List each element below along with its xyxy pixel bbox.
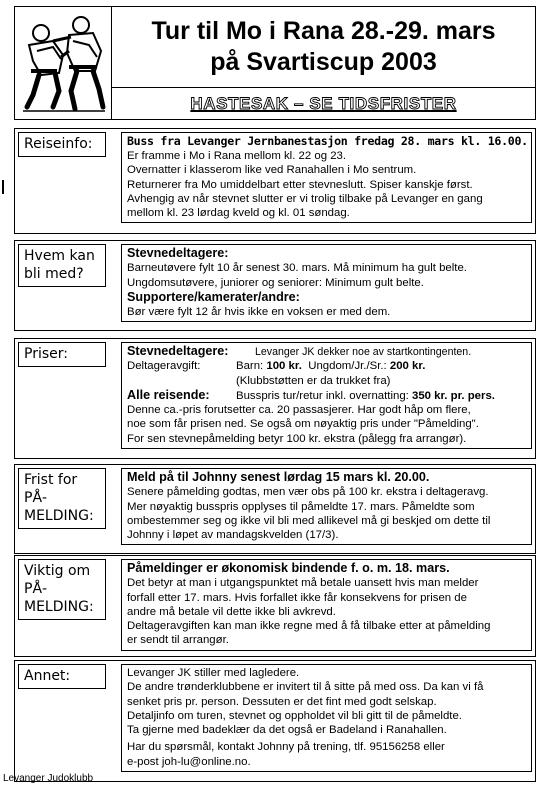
section-heading: Påmeldinger er økonomisk bindende f. o. m. 18. mars.	[127, 561, 450, 575]
footer-club-name: Levanger Judoklubb	[3, 773, 94, 784]
text-line: noe som får prisen ned. Se også om nøyaktig pris under "Påmelding".	[127, 418, 479, 431]
text-line: Ungdomsutøvere, juniorer og seniorer: Minimum gult belte.	[127, 276, 424, 289]
text-line: senket pris pr. person. Dessuten er det fint med godt selskap.	[127, 695, 437, 708]
text-line: ombestemmer seg og ikke vil bli med allikevel må gi beskjed om dette til	[127, 514, 491, 527]
page-title-line2: på Svartiscup 2003	[210, 48, 437, 76]
section-priser	[14, 338, 536, 459]
text-line: For sen stevnepåmelding betyr 100 kr. ekstra (pålegg fra arrangør).	[127, 432, 467, 445]
text-line: Detaljinfo om turen, stevnet og oppholdet vil bli gitt til de påmeldte.	[127, 709, 462, 722]
section-heading: Stevnedeltagere:	[127, 344, 229, 358]
label-line: bli med?	[24, 266, 84, 282]
section-hvem	[14, 240, 536, 331]
section-content	[121, 244, 532, 322]
text-line: Avhengig av når stevnet slutter er vi trolig tilbake på Levanger en gang	[127, 192, 483, 205]
text-line: Ta gjerne med badeklær da det også er Badeland i Ranahallen.	[127, 724, 447, 737]
title-cell	[112, 7, 535, 88]
section-annet	[14, 660, 536, 782]
label-line: MELDING:	[24, 599, 94, 615]
bus-label: Busspris tur/retur inkl. overnatting:	[236, 389, 412, 402]
text-line: Deltageravgiften kan man ikke regne med å få tilbake etter at påmelding	[127, 620, 491, 633]
text-line: Returnerer fra Mo umiddelbart etter stevneslutt. Spiser kanskje først.	[127, 178, 473, 191]
text-line: Barneutøvere fylt 10 år senest 30. mars. Må minimum ha gult belte.	[127, 262, 467, 275]
text-line: Overnatter i klasserom like ved Ranahallen i Mo sentrum.	[127, 164, 417, 177]
label-line: Hvem kan	[24, 248, 95, 264]
section-heading: Buss fra Levanger Jernbanestasjon fredag 28. mars kl. 16.00.	[127, 134, 528, 148]
label-line: MELDING:	[24, 508, 94, 524]
section-heading: Meld på til Johnny senest lørdag 15 mars kl. 20.00.	[127, 470, 430, 484]
page-title-line1: Tur til Mo i Rana 28.-29. mars	[151, 17, 496, 45]
section-reiseinfo	[14, 128, 536, 234]
section-heading: Alle reisende:	[127, 387, 210, 402]
text-line: Mer nøyaktig busspris opplyses til påmeldte 17. mars. Påmeldte som	[127, 500, 475, 513]
section-content	[121, 559, 532, 651]
text-line: Denne ca.-pris forutsetter ca. 20 passasjerer. Har godt håp om flere,	[127, 404, 471, 417]
text-line: (Klubbstøtten er da trukket fra)	[236, 374, 391, 387]
section-heading: Supportere/kamerater/andre:	[127, 289, 300, 304]
section-content	[121, 132, 532, 223]
label-line: PÅ-	[24, 581, 48, 597]
label-line: Frist for	[24, 472, 78, 488]
fee-label: Deltageravgift:	[127, 360, 201, 373]
text-note: Levanger JK dekker noe av startkontingenten.	[255, 346, 472, 358]
text-line: Det betyr at man i utgangspunktet må betale uansett hvis man melder	[127, 577, 479, 590]
bus-value: 350 kr. pr. pers.	[412, 389, 495, 402]
section-content	[121, 468, 532, 545]
section-content	[121, 342, 532, 449]
section-label: Reiseinfo:	[18, 132, 106, 157]
contact-line: Har du spørsmål, kontakt Johnny på trening, tlf. 95156258 eller	[127, 741, 445, 754]
contact-email-line: e-post joh-lu@online.no.	[127, 755, 251, 768]
fee-ungdom-label: Ungdom/Jr./Sr.:	[308, 360, 390, 373]
label-line: Viktig om	[24, 563, 91, 579]
section-label	[18, 244, 106, 287]
text-line: Levanger JK stiller med lagledere.	[127, 667, 300, 679]
section-label	[18, 559, 106, 620]
alert-banner: HASTESAK – SE TIDSFRISTER	[190, 94, 457, 113]
text-line: Johnny i løpet av mandagskvelden (17/3).	[127, 529, 339, 542]
section-frist	[14, 464, 536, 554]
text-line: er sendt til arrangør.	[127, 634, 229, 647]
section-label: Priser:	[18, 342, 106, 367]
text-cursor	[2, 180, 4, 194]
section-label: Annet:	[18, 664, 106, 689]
fee-barn-label: Barn:	[236, 360, 267, 373]
text-line: mellom kl. 23 lørdag kveld og kl. 01 søndag.	[127, 207, 350, 220]
text-line: forfall etter 17. mars. Hvis forfallet ikke får konsekvens for prisen de	[127, 591, 467, 604]
judo-wrestlers-icon	[19, 11, 107, 115]
header-box	[14, 6, 536, 120]
text-line: andre må betale vil dette ikke bli avkrevd.	[127, 605, 336, 618]
text-line: Bør være fylt 12 år hvis ikke en voksen er med dem.	[127, 306, 391, 319]
text-line: De andre trønderklubbene er invitert til å sitte på med oss. Da kan vi få	[127, 681, 484, 694]
fee-barn-value: 100 kr.	[266, 360, 302, 373]
section-label	[18, 468, 106, 529]
section-content	[121, 664, 532, 772]
logo-cell	[15, 7, 112, 119]
fee-ungdom-value: 200 kr.	[389, 360, 426, 373]
alert-cell	[112, 88, 535, 119]
section-heading: Stevnedeltagere:	[127, 246, 229, 260]
label-line: PÅ-	[24, 490, 48, 506]
text-line: Senere påmelding godtas, men vær obs på 100 kr. ekstra i deltageravg.	[127, 486, 489, 499]
section-viktig	[14, 555, 536, 657]
text-line: Er framme i Mo i Rana mellom kl. 22 og 23.	[127, 150, 347, 162]
